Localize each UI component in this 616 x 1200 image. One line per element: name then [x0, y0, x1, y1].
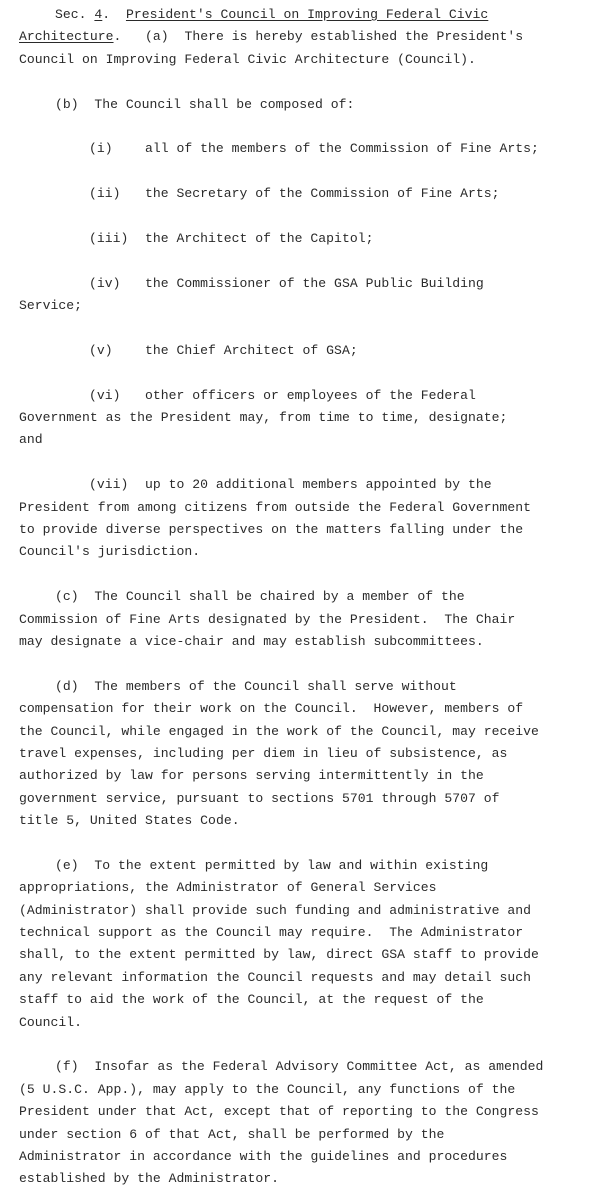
list-item — [19, 385, 609, 407]
section-prefix: Sec. — [55, 7, 87, 22]
list-item — [19, 340, 609, 362]
paragraph — [19, 676, 609, 698]
list-item-text: other officers or employees of the Federal — [145, 387, 476, 403]
list-item — [19, 138, 609, 160]
paragraph-line: technical support as the Council may require. The Administrator — [19, 925, 524, 941]
paragraph-line: (Administrator) shall provide such funding and administrative and — [19, 902, 532, 918]
list-item-label: (i) — [89, 141, 113, 157]
paragraph-line: shall, to the extent permitted by law, direct GSA staff to provide — [19, 947, 539, 963]
section-number: 4 — [94, 7, 103, 22]
paragraph — [19, 855, 609, 877]
list-item-label: (ii) — [89, 186, 121, 202]
section-title-part2: Architecture — [19, 29, 114, 45]
paragraph-line: established by the Administrator. — [19, 1171, 279, 1187]
paragraph-b — [19, 94, 609, 116]
list-item-continuation: to provide diverse perspectives on the matters falling under the — [19, 521, 524, 537]
list-item-text: all of the members of the Commission of Fine Arts; — [145, 141, 539, 157]
list-item — [19, 474, 609, 496]
document-body — [19, 4, 609, 1191]
paragraph-line: Administrator in accordance with the guidelines and procedures — [19, 1148, 508, 1164]
paragraph — [19, 586, 609, 608]
paragraph-line: the Council, while engaged in the work of the Council, may receive — [19, 723, 539, 739]
paragraph-line: authorized by law for persons serving intermittently in the — [19, 768, 484, 784]
paragraph-line: staff to aid the work of the Council, at the request of the — [19, 992, 484, 1008]
paragraph-text: The members of the Council shall serve without — [94, 678, 457, 694]
section-title-part1: President's Council on Improving Federal Civic — [125, 7, 489, 22]
paragraph-text: Insofar as the Federal Advisory Committee Act, as amended — [94, 1059, 544, 1075]
list-item-text: the Architect of the Capitol; — [145, 230, 374, 246]
paragraph-line: title 5, United States Code. — [19, 813, 240, 829]
list-item-continuation: President from among citizens from outside the Federal Government — [19, 499, 532, 515]
list-item-label: (iv) — [89, 275, 121, 291]
paragraph-a-text-1: There is hereby established the President's — [184, 29, 524, 45]
list-item-continuation: Council's jurisdiction. — [19, 544, 201, 560]
list-item-text: up to 20 additional members appointed by the — [145, 477, 492, 493]
paragraph-label: (e) — [55, 857, 79, 873]
paragraph-line: (5 U.S.C. App.), may apply to the Council, any functions of the — [19, 1081, 516, 1097]
list-item-continuation: Service; — [19, 298, 83, 314]
paragraph-b-label: (b) — [55, 96, 79, 112]
paragraph-label: (c) — [55, 589, 79, 605]
paragraph-label: (d) — [55, 678, 79, 694]
section-heading-line: Sec. 4. President's Council on Improving Federal Civic — [55, 7, 489, 22]
list-item-label: (vii) — [89, 477, 129, 493]
list-item — [19, 273, 609, 295]
list-item-label: (v) — [89, 342, 113, 358]
paragraph-line: appropriations, the Administrator of General Services — [19, 880, 437, 896]
paragraph-line: government service, pursuant to sections 5701 through 5707 of — [19, 790, 500, 806]
paragraph-a-text-2: Council on Improving Federal Civic Architecture (Council). — [19, 51, 476, 67]
paragraphs-c-f — [19, 564, 609, 1191]
paragraph-line: compensation for their work on the Council. However, members of — [19, 701, 524, 717]
paragraph-line: may designate a vice-chair and may establish subcommittees. — [19, 633, 484, 649]
list-item-text: the Secretary of the Commission of Fine Arts; — [145, 186, 500, 202]
list-item-continuation: Government as the President may, from time to time, designate; — [19, 410, 508, 426]
paragraph-b-items — [19, 116, 609, 564]
paragraph-text: The Council shall be chaired by a member of the — [94, 589, 465, 605]
list-item-label: (vi) — [89, 387, 121, 403]
list-item — [19, 228, 609, 250]
paragraph-b-text: The Council shall be composed of: — [94, 96, 355, 112]
list-item-label: (iii) — [89, 230, 129, 246]
list-item-text: the Commissioner of the GSA Public Building — [145, 275, 484, 291]
paragraph-line: under section 6 of that Act, shall be performed by the — [19, 1126, 445, 1142]
paragraph-line: Council. — [19, 1014, 83, 1030]
paragraph-line: President under that Act, except that of reporting to the Congress — [19, 1104, 539, 1120]
paragraph-line: Commission of Fine Arts designated by the President. The Chair — [19, 611, 516, 627]
paragraph — [19, 1056, 609, 1078]
list-item-continuation: and — [19, 432, 43, 448]
paragraph-line: any relevant information the Council requests and may detail such — [19, 969, 532, 985]
paragraph-text: To the extent permitted by law and within existing — [94, 857, 489, 873]
paragraph-label: (f) — [55, 1059, 79, 1075]
list-item-text: the Chief Architect of GSA; — [145, 342, 358, 358]
paragraph-line: travel expenses, including per diem in lieu of subsistence, as — [19, 745, 508, 761]
section-heading-line-2: Architecture. (a) There is hereby established the President's — [19, 29, 524, 45]
list-item — [19, 183, 609, 205]
paragraph-a-label: (a) — [145, 29, 169, 45]
